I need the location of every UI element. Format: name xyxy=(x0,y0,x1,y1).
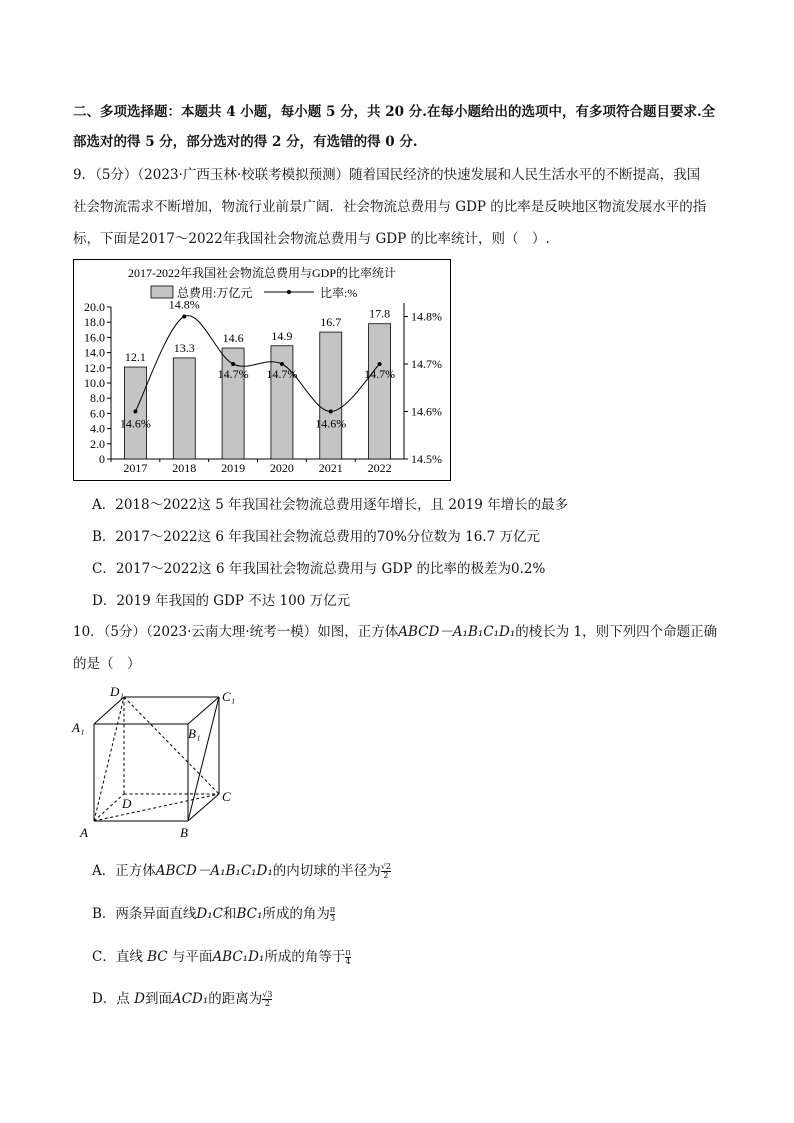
x-tick-label: 2019 xyxy=(221,461,246,475)
x-tick-label: 2020 xyxy=(269,461,294,475)
label-a1: A₁ xyxy=(72,720,85,735)
bar xyxy=(320,332,342,459)
bar-value-label: 16.7 xyxy=(320,315,342,330)
diag-a-c xyxy=(94,794,219,821)
ratio-value-label: 14.6% xyxy=(315,416,347,431)
q10-d-math: D xyxy=(134,991,145,1007)
q10-stem-prefix: 10．（5分）（2023·云南大理·统考一模）如图，正方体 xyxy=(73,624,399,640)
q10-c-math: BC xyxy=(147,949,168,965)
q10-a-fraction: $\frac{√2}{2}$ xyxy=(380,862,391,880)
ratio-value-label: 14.7% xyxy=(364,367,396,381)
bar-value-label: 17.8 xyxy=(369,306,391,321)
left-tick-label: 14.0 xyxy=(84,345,105,360)
right-tick-label: 14.7% xyxy=(411,357,442,371)
label-d1: D₁ xyxy=(110,684,124,699)
label-d: D xyxy=(122,796,132,811)
x-tick-label: 2022 xyxy=(367,461,392,475)
legend-line-label: 比率:% xyxy=(320,286,358,300)
edge-a1-d1 xyxy=(94,697,124,724)
q10-a-math: ABCD－A₁B₁C₁D₁ xyxy=(155,863,273,879)
q10-c-prefix: C．直线 xyxy=(92,949,148,965)
label-a: A xyxy=(80,825,88,840)
ratio-point xyxy=(133,410,137,414)
left-tick-label: 18.0 xyxy=(84,315,105,330)
q10-option-c[interactable] xyxy=(92,948,351,966)
right-tick-label: 14.8% xyxy=(411,309,442,324)
edge-a-d xyxy=(94,794,124,821)
q10-b-prefix: B．两条异面直线 xyxy=(92,906,197,922)
diag-b-c1 xyxy=(188,697,219,821)
q9-stem-line1: 9．（5分）（2023·广西玉林·校联考模拟预测）随着国民经济的快速发展和人民生活水平的不断提高，我国 xyxy=(73,167,701,183)
bar-value-label: 14.6 xyxy=(222,331,244,346)
q10-d-math2: ACD₁ xyxy=(171,991,209,1007)
q10-stem-line1 xyxy=(73,623,717,641)
left-tick-label: 2.0 xyxy=(90,436,105,451)
bar xyxy=(369,324,391,459)
q10-b-mid: 和 xyxy=(223,906,237,922)
ratio-value-label: 14.7% xyxy=(266,367,298,381)
left-tick-label: 16.0 xyxy=(84,330,105,345)
bar-value-label: 14.9 xyxy=(271,328,293,343)
q10-c-mid: 与平面 xyxy=(167,949,213,965)
q9-option-a[interactable]: A．2018～2022这 5 年我国社会物流总费用逐年增长，且 2019 年增长的最多 xyxy=(92,497,569,513)
q10-option-a[interactable] xyxy=(92,862,391,880)
q10-stem-suffix: 的棱长为 1，则下列四个命题正确 xyxy=(515,624,718,640)
x-tick-label: 2021 xyxy=(318,461,343,475)
q9-option-d[interactable]: D．2019 年我国的 GDP 不达 100 万亿元 xyxy=(92,593,351,609)
chart-title: 2017-2022年我国社会物流总费用与GDP的比率统计 xyxy=(127,266,397,280)
ratio-value-label: 14.8% xyxy=(168,297,200,312)
label-c: C xyxy=(222,789,231,804)
q9-option-c[interactable]: C．2017～2022这 6 年我国社会物流总费用与 GDP 的比率的极差为0.2% xyxy=(92,561,546,577)
left-tick-label: 20.0 xyxy=(84,300,105,314)
q10-b-math: D₁C xyxy=(196,906,223,922)
q10-a-prefix: A．正方体 xyxy=(92,863,156,879)
left-tick-label: 12.0 xyxy=(84,360,105,375)
q9-stem-line2: 社会物流需求不断增加，物流行业前景广阔．社会物流总费用与 GDP 的比率是反映地区物流发展水平的指 xyxy=(73,199,707,215)
section-header-line2: 部选对的得 5 分，部分选对的得 2 分，有选错的得 0 分. xyxy=(73,134,418,150)
q10-b-fraction: $\frac{\pi}{3}$ xyxy=(329,905,336,923)
bar-value-label: 13.3 xyxy=(173,340,195,355)
legend-bar-label: 总费用:万亿元 xyxy=(177,286,253,300)
ratio-point xyxy=(280,362,284,366)
left-tick-label: 8.0 xyxy=(90,391,105,406)
x-tick-label: 2018 xyxy=(172,461,197,475)
q9-option-b[interactable]: B．2017～2022这 6 年我国社会物流总费用的70%分位数为 16.7 万亿元 xyxy=(92,529,540,545)
q10-d-prefix: D．点 xyxy=(92,991,135,1007)
left-tick-label: 10.0 xyxy=(84,376,105,390)
label-b1: B₁ xyxy=(188,726,201,741)
q9-stem-line3: 标，下面是2017～2022年我国社会物流总费用与 GDP 的比率统计，则（ ）. xyxy=(73,231,550,247)
q10-b-text: 所成的角为 xyxy=(262,906,330,922)
x-tick-label: 2017 xyxy=(123,461,148,475)
ratio-line xyxy=(135,316,379,412)
edge-c1-b1 xyxy=(188,697,219,724)
ratio-value-label: 14.7% xyxy=(217,367,249,381)
q10-stem-line2: 的是（ ） xyxy=(73,656,141,672)
q10-cube-name: ABCD－A₁B₁C₁D₁ xyxy=(398,624,516,640)
q10-d-fraction: $\frac{√3}{2}$ xyxy=(262,990,273,1008)
chart-canvas xyxy=(74,260,450,480)
chart-plot xyxy=(84,298,442,476)
ratio-point xyxy=(329,410,333,414)
q9-chart xyxy=(73,259,451,481)
bar xyxy=(173,358,195,459)
q10-d-text: 到面 xyxy=(144,991,172,1007)
q10-c-fraction: $\frac{\pi}{4}$ xyxy=(345,948,351,966)
left-tick-label: 4.0 xyxy=(90,421,105,436)
right-tick-label: 14.6% xyxy=(411,404,442,419)
ratio-point xyxy=(231,362,235,366)
q10-option-b[interactable] xyxy=(92,905,335,923)
diag-d1-c xyxy=(124,697,219,794)
label-b: B xyxy=(180,825,188,840)
left-tick-label: 0 xyxy=(99,452,105,466)
legend-line-marker xyxy=(287,290,291,294)
ratio-point xyxy=(378,362,382,366)
q10-a-text: 的内切球的半径为 xyxy=(272,863,381,879)
cube-figure xyxy=(68,680,248,845)
q10-c-text: 所成的角等于 xyxy=(264,949,346,965)
edge-b-c xyxy=(188,794,219,821)
section-header-line1: 二、多项选择题：本题共 4 小题，每小题 5 分，共 20 分.在每小题给出的选项中，有多项符合题目要求.全 xyxy=(73,104,716,120)
right-tick-label: 14.5% xyxy=(411,452,442,466)
label-c1: C₁ xyxy=(222,689,236,704)
q10-d-text2: 的距离为 xyxy=(208,991,263,1007)
q10-option-d[interactable] xyxy=(92,990,272,1008)
ratio-value-label: 14.6% xyxy=(119,416,151,431)
diag-a-d1 xyxy=(94,697,124,821)
bar-value-label: 12.1 xyxy=(124,350,146,365)
legend-bar-swatch xyxy=(151,286,173,298)
left-tick-label: 6.0 xyxy=(90,406,105,421)
q10-c-math2: ABC₁D₁ xyxy=(212,949,265,965)
q10-b-math2: BC₁ xyxy=(236,906,263,922)
ratio-point xyxy=(182,315,186,319)
